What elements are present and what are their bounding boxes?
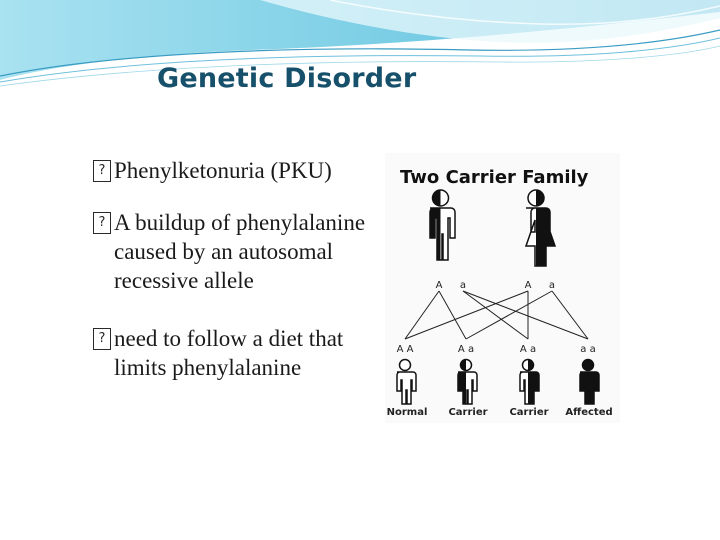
child-genotype: A A <box>396 344 414 355</box>
parent-allele: A <box>435 280 443 291</box>
figure-title: Two Carrier Family <box>400 167 589 188</box>
pedigree-diagram <box>385 153 620 423</box>
child-carrier-icon <box>520 360 539 405</box>
child-label: Normal <box>386 407 428 418</box>
slide-title: Genetic Disorder <box>157 63 417 94</box>
father-icon <box>430 190 455 260</box>
parent-allele: a <box>459 280 467 291</box>
bullet-list <box>93 156 393 392</box>
missing-glyph-bullet-icon: ? <box>93 328 111 350</box>
child-affected-icon <box>580 360 599 405</box>
child-genotype: A a <box>519 344 537 355</box>
child-normal-icon <box>397 360 416 405</box>
parent-allele: A <box>524 280 532 291</box>
bullet-item <box>93 208 393 295</box>
bullet-item <box>93 156 393 185</box>
bullet-text: Phenylketonuria (PKU) <box>114 158 332 183</box>
missing-glyph-bullet-icon: ? <box>93 212 111 234</box>
pedigree-figure <box>385 153 620 423</box>
inheritance-lines <box>405 291 588 339</box>
bullet-text: A buildup of phenylalanine caused by an autosomal recessive allele <box>114 210 366 293</box>
missing-glyph-bullet-icon: ? <box>93 160 111 182</box>
child-label: Carrier <box>509 407 549 418</box>
child-label: Carrier <box>448 407 488 418</box>
mother-icon <box>526 190 555 266</box>
child-genotype: a a <box>580 344 596 355</box>
bullet-item <box>93 324 393 382</box>
bullet-text: need to follow a diet that limits phenylalanine <box>114 326 344 380</box>
child-label: Affected <box>565 407 613 418</box>
parent-allele: a <box>548 280 556 291</box>
child-genotype: A a <box>457 344 475 355</box>
child-carrier-icon <box>458 360 477 405</box>
